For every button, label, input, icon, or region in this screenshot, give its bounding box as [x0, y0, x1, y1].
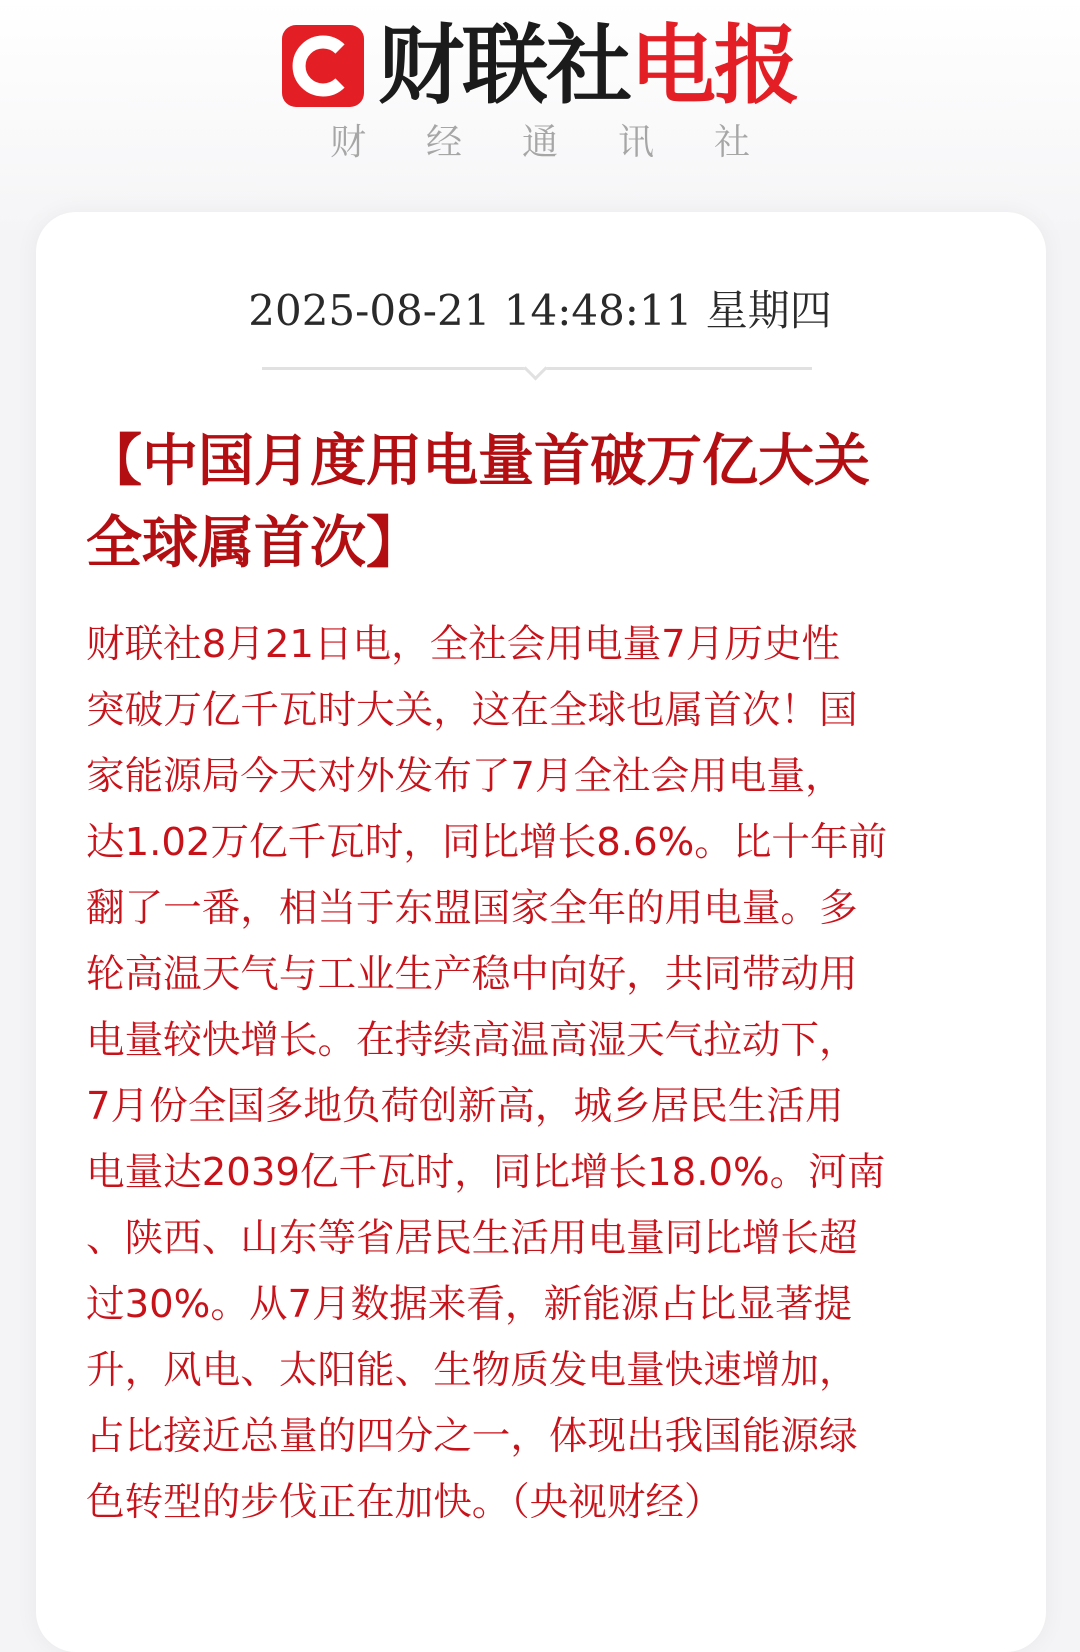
brand-name — [378, 16, 798, 116]
article-headline — [86, 420, 986, 584]
headline-line-2: 全球属首次】 — [86, 510, 422, 576]
masthead — [0, 0, 1080, 230]
cls-logo-icon — [282, 25, 364, 107]
body-line: 轮高温天气与工业生产稳中向好，共同带动用 — [86, 952, 858, 997]
body-line: 过30%。从7月数据来看，新能源占比显著提 — [86, 1282, 853, 1327]
body-line: 财联社8月21日电，全社会用电量7月历史性 — [86, 622, 841, 667]
body-line: 占比接近总量的四分之一，体现出我国能源绿 — [86, 1414, 858, 1459]
body-line: 升，风电、太阳能、生物质发电量快速增加， — [86, 1348, 858, 1393]
brand-name-part1: 财联社 — [378, 16, 630, 116]
body-line: 达1.02万亿千瓦时，同比增长8.6%。比十年前 — [86, 820, 888, 865]
article-timestamp: 2025-08-21 14:48:11 星期四 — [248, 286, 832, 335]
body-line: 、陕西、山东等省居民生活用电量同比增长超 — [86, 1216, 858, 1261]
body-line: 突破万亿千瓦时大关，这在全球也属首次！国 — [86, 688, 858, 733]
body-line: 电量较快增长。在持续高温高湿天气拉动下， — [86, 1018, 858, 1063]
body-line: 家能源局今天对外发布了7月全社会用电量， — [86, 754, 844, 799]
body-line: 7月份全国多地负荷创新高，城乡居民生活用 — [86, 1084, 844, 1129]
body-line: 色转型的步伐正在加快。（央视财经） — [86, 1480, 723, 1525]
brand-tagline: 财经通讯社 — [329, 122, 810, 163]
body-line: 翻了一番，相当于东盟国家全年的用电量。多 — [86, 886, 858, 931]
brand-logo — [0, 16, 1080, 116]
body-line: 电量达2039亿千瓦时，同比增长18.0%。河南 — [86, 1150, 886, 1195]
brand-name-part2: 电报 — [630, 16, 798, 116]
article-body — [86, 612, 976, 1536]
headline-line-1: 【中国月度用电量首破万亿大关 — [86, 428, 870, 494]
